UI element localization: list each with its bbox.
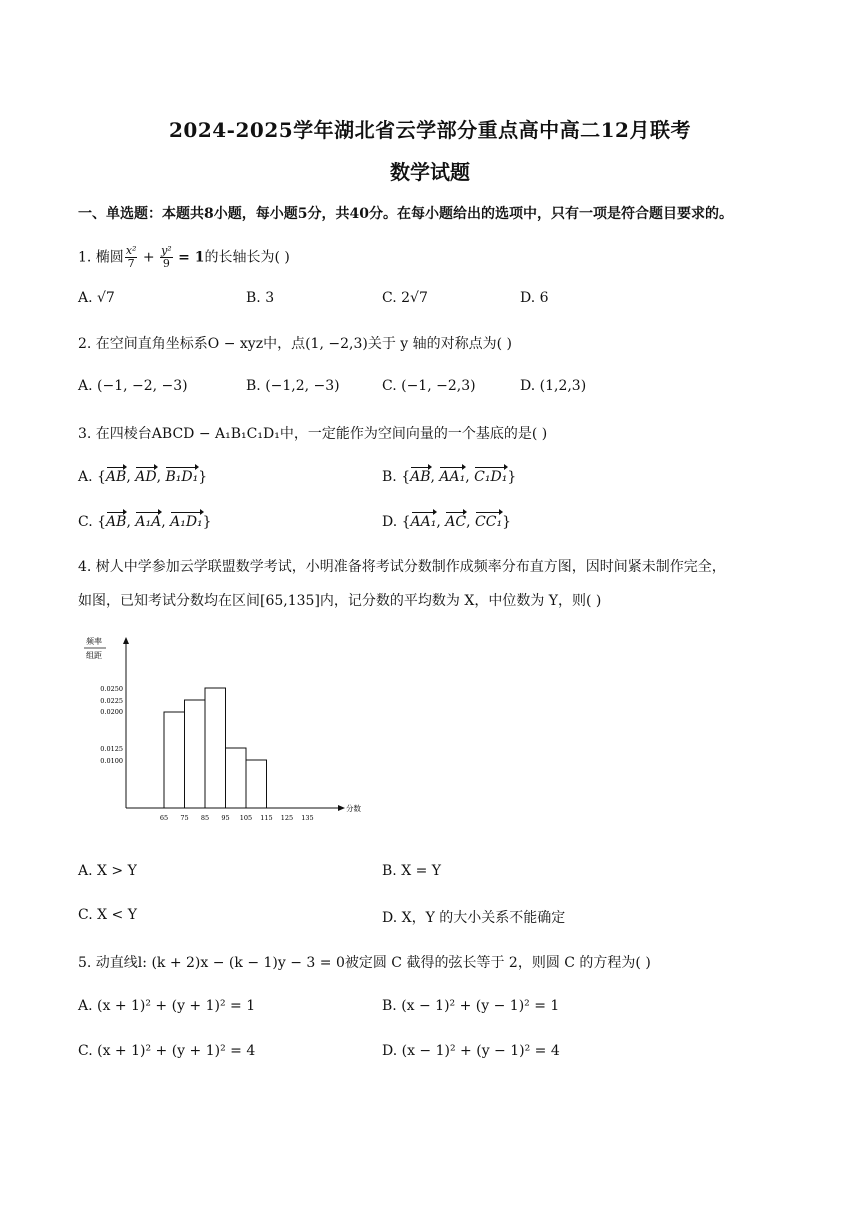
question-3: 3. 在四棱台ABCD − A₁B₁C₁D₁中，一定能作为空间向量的一个基底的是( ) <box>78 426 548 442</box>
histogram-bar <box>246 760 267 808</box>
page-subtitle: 数学试题 <box>390 160 470 184</box>
q1-option-a: A. √7 <box>78 290 115 306</box>
q5-option-b: B. (x − 1)² + (y − 1)² = 1 <box>382 998 560 1014</box>
x-tick-label: 125 <box>280 814 294 822</box>
y-axis-label-top: 频率 <box>86 637 102 646</box>
y-axis-arrow <box>123 637 129 644</box>
question-1: 1. 椭圆 $\frac{\text{x²}}{7}$ + $\frac{\text{y²}}{9}$ = 1的长轴长为( ) <box>78 244 290 270</box>
question-4-line-1: 4. 树人中学参加云学联盟数学考试，小明准备将考试分数制作成频率分布直方图，因时间紧未制作完全， <box>78 559 726 575</box>
x-axis-label: 分数 <box>346 804 361 813</box>
histogram-bar <box>205 688 226 808</box>
question-4-line-2: 如图，已知考试分数均在区间[65,135]内，记分数的平均数为 X，中位数为 Y，则( ) <box>78 593 602 609</box>
x-tick-label: 65 <box>159 814 169 822</box>
q5-option-a: A. (x + 1)² + (y + 1)² = 1 <box>78 998 256 1014</box>
y-tick-label: 0.0250 <box>100 685 123 693</box>
q1-option-b: B. 3 <box>246 290 275 306</box>
y-tick-label: 0.0125 <box>100 745 123 753</box>
q3-option-c: C. {AB, A₁A, A₁D₁} <box>78 514 212 530</box>
question-5: 5. 动直线l: (k + 2)x − (k − 1)y − 3 = 0被定圆 C 截得的弦长等于 2，则圆 C 的方程为( ) <box>78 955 651 971</box>
x-tick-label: 115 <box>260 814 273 822</box>
x-tick-label: 95 <box>221 814 230 822</box>
q4-option-b: B. X = Y <box>382 863 442 879</box>
section-heading: 一、单选题：本题共8小题，每小题5分，共40分。在每小题给出的选项中，只有一项是符合题目要求的。 <box>78 206 733 222</box>
histogram-bar <box>185 700 206 808</box>
y-tick-label: 0.0100 <box>100 757 123 765</box>
q4-option-a: A. X > Y <box>78 863 137 879</box>
question-1-suffix: 的长轴长为( ) <box>204 249 290 266</box>
q5-option-d: D. (x − 1)² + (y − 1)² = 4 <box>382 1043 560 1059</box>
x-tick-label: 135 <box>301 814 314 822</box>
x-tick-label: 75 <box>180 814 189 822</box>
x-tick-label: 85 <box>200 814 210 822</box>
q2-option-a: A. (−1, −2, −3) <box>78 378 188 394</box>
q4-option-c: C. X < Y <box>78 907 137 923</box>
x-tick-label: 105 <box>239 814 253 822</box>
histogram-bar <box>226 748 247 808</box>
q2-option-d: D. (1,2,3) <box>520 378 587 394</box>
q1-option-c: C. 2√7 <box>382 290 428 306</box>
frequency-histogram <box>80 630 370 830</box>
q3-option-a: A. {AB, AD, B₁D₁} <box>78 469 208 485</box>
q1-option-d: D. 6 <box>520 290 549 306</box>
q2-option-c: C. (−1, −2,3) <box>382 378 476 394</box>
q5-option-c: C. (x + 1)² + (y + 1)² = 4 <box>78 1043 256 1059</box>
x-axis-arrow <box>338 805 345 811</box>
q4-option-d: D. X，Y 的大小关系不能确定 <box>382 910 566 926</box>
question-1-prefix: 1. 椭圆 <box>78 249 124 266</box>
question-2: 2. 在空间直角坐标系O − xyz中，点(1, −2,3)关于 y 轴的对称点为( ) <box>78 336 513 352</box>
histogram-bar <box>164 712 185 808</box>
y-axis-label-bottom: 组距 <box>86 651 102 660</box>
q3-option-d: D. {AA₁, AC, CC₁} <box>382 514 511 530</box>
y-tick-label: 0.0225 <box>100 697 123 705</box>
y-tick-label: 0.0200 <box>100 708 123 716</box>
q2-option-b: B. (−1,2, −3) <box>246 378 340 394</box>
page-title: 2024-2025学年湖北省云学部分重点高中高二12月联考 <box>169 118 691 142</box>
q3-option-b: B. {AB, AA₁, C₁D₁} <box>382 469 517 485</box>
